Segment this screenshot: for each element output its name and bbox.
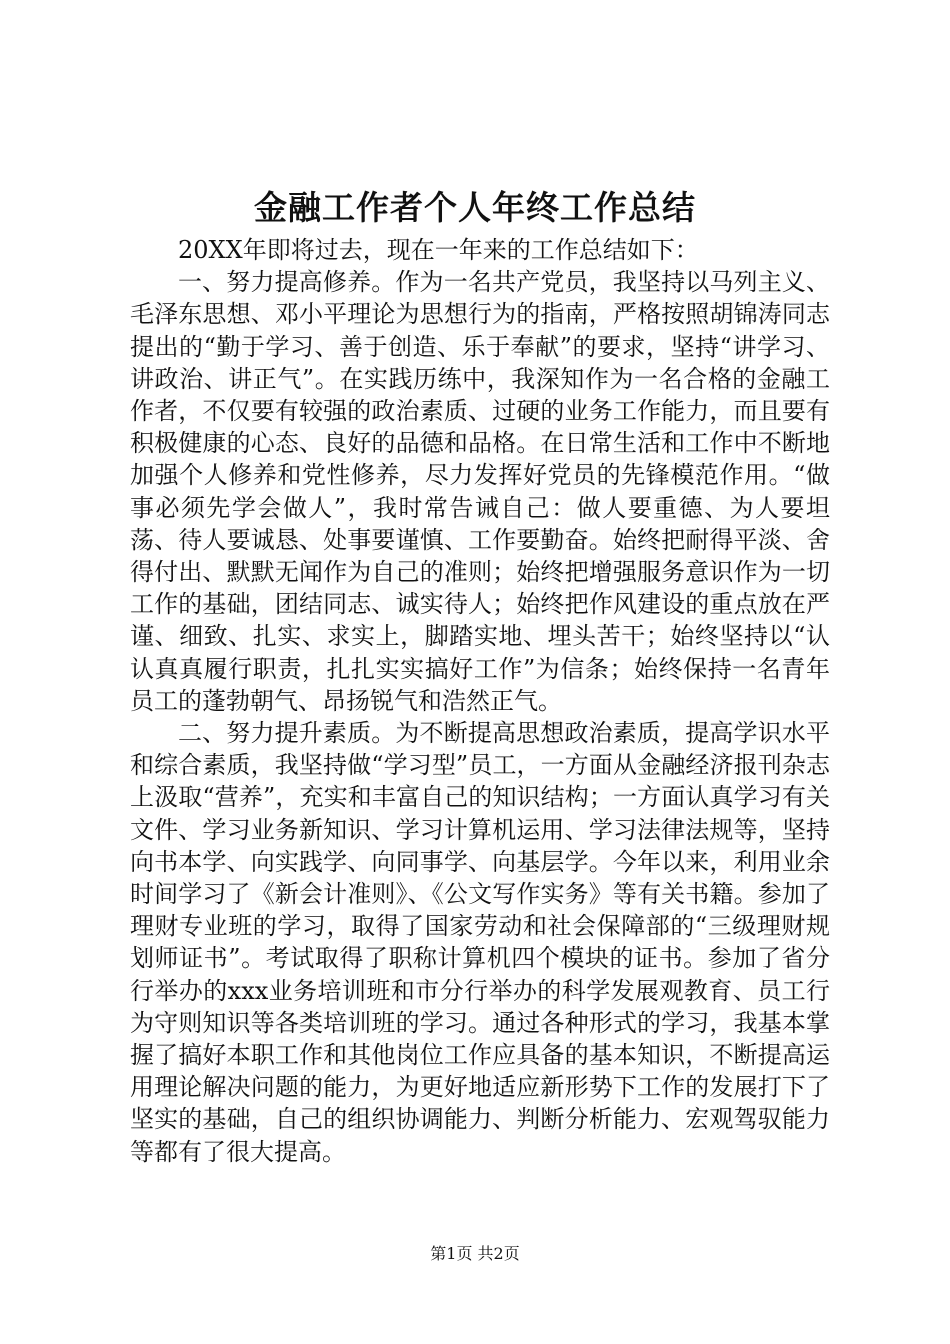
document-body — [130, 234, 830, 1168]
document-title: 金融工作者个人年终工作总结 — [254, 188, 696, 227]
section-two-paragraph: 二、努力提升素质。为不断提高思想政治素质，提高学识水平和综合素质，我坚持做“学习型”员工，一方面从金融经济报刊杂志上汲取“营养”，充实和丰富自己的知识结构；一方面认真学习有关文件、学习业务新知识、学习计算机运用、学习法律法规等，坚持向书本学、向实践学、向同事学、向基层学。今年以来，利用业余时间学习了《新会计准则》、《公文写作实务》等有关书籍。参加了理财专业班的学习，取得了国家劳动和社会保障部的“三级理财规划师证书”。考试取得了职称计算机四个模块的证书。参加了省分行举办的xxx业务培训班和市分行举办的科学发展观教育、员工行为守则知识等各类培训班的学习。通过各种形式的学习，我基本掌握了搞好本职工作和其他岗位工作应具备的基本知识，不断提高运用理论解决问题的能力，为更好地适应新形势下工作的发展打下了坚实的基础，自己的组织协调能力、判断分析能力、宏观驾驭能力等都有了很大提高。 — [130, 719, 830, 1166]
intro-paragraph: 20XX年即将过去，现在一年来的工作总结如下： — [178, 236, 699, 264]
page-footer: 第1页 共2页 — [430, 1244, 520, 1263]
section-one-paragraph: 一、努力提高修养。作为一名共产党员，我坚持以马列主义、毛泽东思想、邓小平理论为思想行为的指南，严格按照胡锦涛同志提出的“勤于学习、善于创造、乐于奉献”的要求，坚持“讲学习、讲政治、讲正气”。在实践历练中，我深知作为一名合格的金融工作者，不仅要有较强的政治素质、过硬的业务工作能力，而且要有积极健康的心态、良好的品德和品格。在日常生活和工作中不断地加强个人修养和党性修养，尽力发挥好党员的先锋模范作用。“做事必须先学会做人”，我时常告诫自己：做人要重德、为人要坦荡、待人要诚恳、处事要谨慎、工作要勤奋。始终把耐得平淡、舍得付出、默默无闻作为自己的准则；始终把增强服务意识作为一切工作的基础，团结同志、诚实待人；始终把作风建设的重点放在严谨、细致、扎实、求实上，脚踏实地、埋头苦干；始终坚持以“认认真真履行职责，扎扎实实搞好工作”为信条；始终保持一名青年员工的蓬勃朝气、昂扬锐气和浩然正气。 — [130, 268, 830, 715]
